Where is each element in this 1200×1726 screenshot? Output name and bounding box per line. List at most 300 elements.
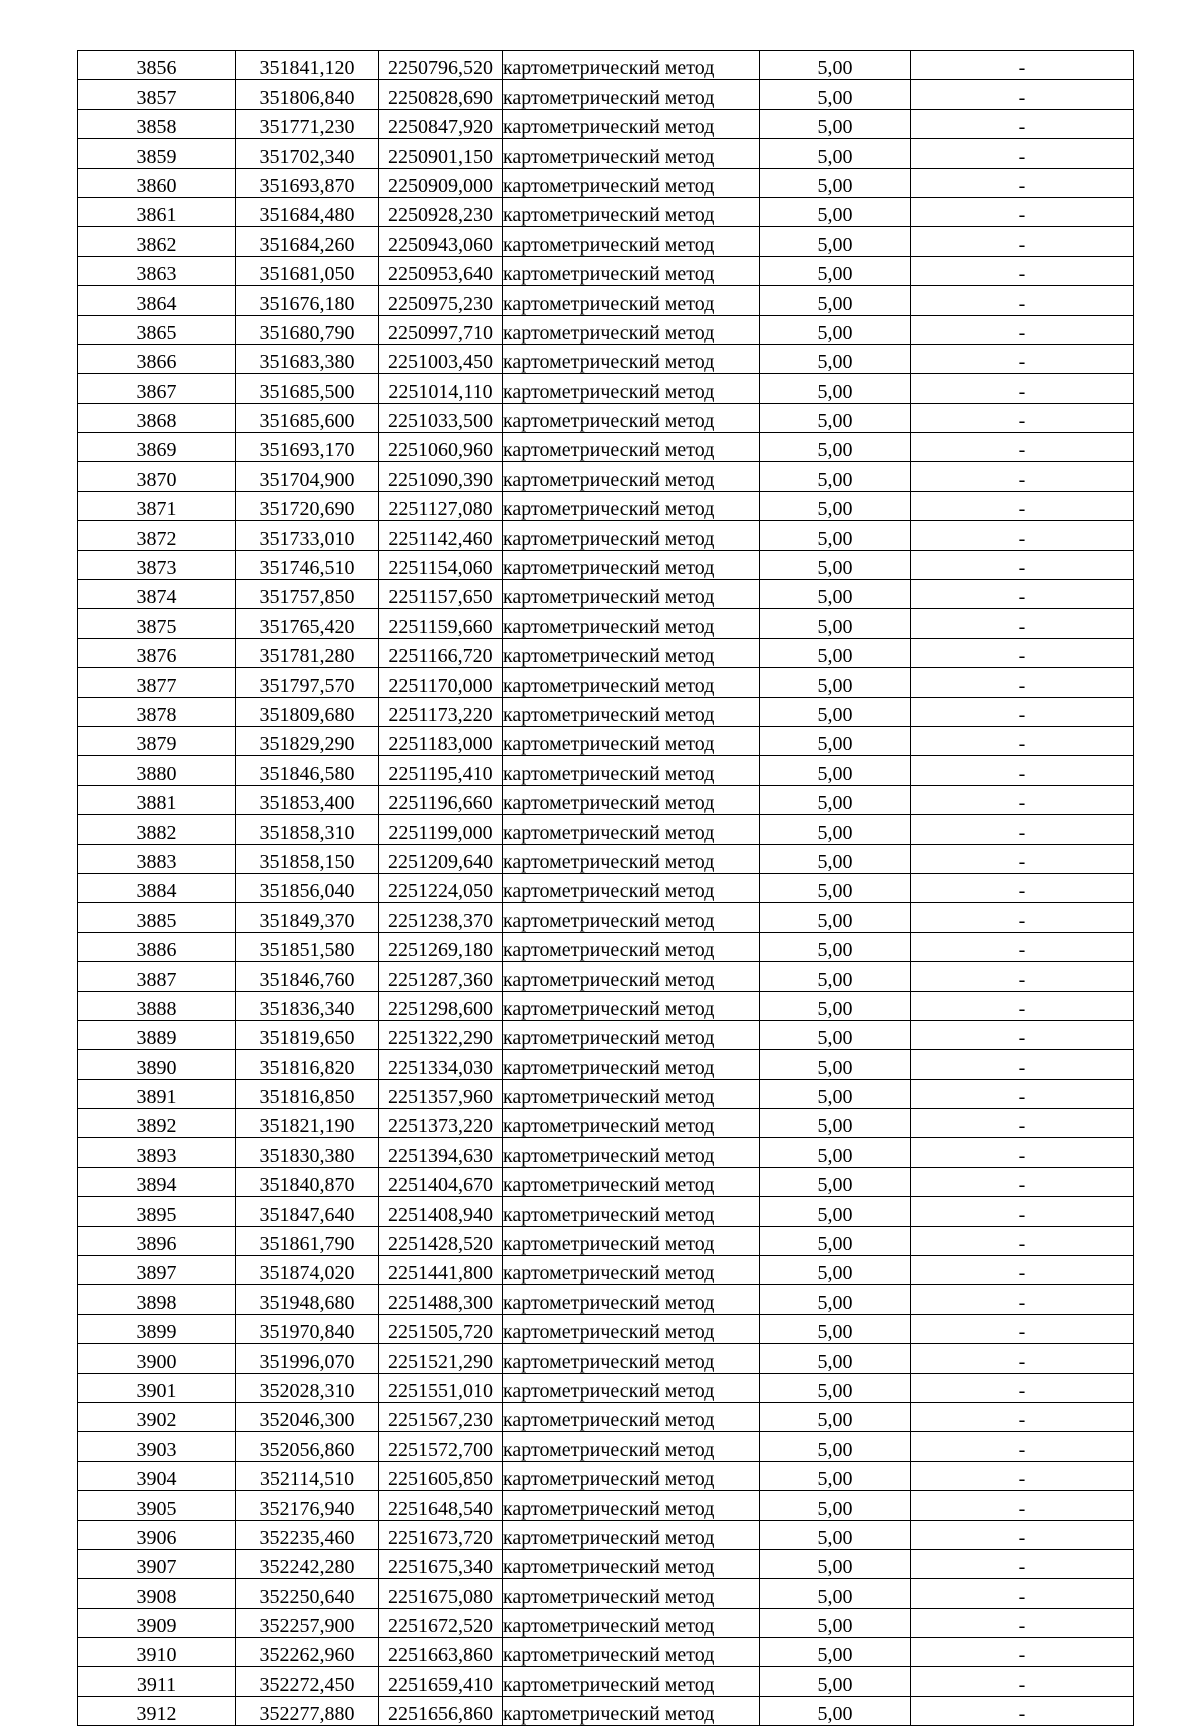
description-cell: - [911,1050,1134,1079]
precision-cell: 5,00 [760,109,911,138]
point-number-cell: 3872 [78,521,236,550]
point-number-cell: 3903 [78,1432,236,1461]
point-number-cell: 3889 [78,1020,236,1049]
precision-cell: 5,00 [760,903,911,932]
y-coordinate-cell: 2251394,630 [379,1138,503,1167]
y-coordinate-cell: 2251298,600 [379,991,503,1020]
x-coordinate-cell: 351684,260 [236,227,379,256]
y-coordinate-cell: 2251572,700 [379,1432,503,1461]
description-cell: - [911,1226,1134,1255]
point-number-cell: 3856 [78,51,236,80]
description-cell: - [911,962,1134,991]
method-cell: картометрический метод [503,521,760,550]
table-row [78,374,1134,403]
method-cell: картометрический метод [503,1491,760,1520]
description-cell: - [911,80,1134,109]
point-number-cell: 3865 [78,315,236,344]
y-coordinate-cell: 2251195,410 [379,756,503,785]
y-coordinate-cell: 2251183,000 [379,726,503,755]
point-number-cell: 3910 [78,1638,236,1667]
point-number-cell: 3863 [78,256,236,285]
description-cell: - [911,726,1134,755]
y-coordinate-cell: 2251003,450 [379,344,503,373]
y-coordinate-cell: 2251173,220 [379,697,503,726]
precision-cell: 5,00 [760,962,911,991]
x-coordinate-cell: 351874,020 [236,1256,379,1285]
description-cell: - [911,1432,1134,1461]
method-cell: картометрический метод [503,844,760,873]
description-cell: - [911,491,1134,520]
precision-cell: 5,00 [760,1167,911,1196]
description-cell: - [911,1520,1134,1549]
description-cell: - [911,1314,1134,1343]
precision-cell: 5,00 [760,1373,911,1402]
method-cell: картометрический метод [503,1285,760,1314]
x-coordinate-cell: 351816,850 [236,1079,379,1108]
method-cell: картометрический метод [503,1579,760,1608]
description-cell: - [911,1109,1134,1138]
precision-cell: 5,00 [760,168,911,197]
description-cell: - [911,1167,1134,1196]
precision-cell: 5,00 [760,1491,911,1520]
y-coordinate-cell: 2251159,660 [379,609,503,638]
y-coordinate-cell: 2251157,650 [379,580,503,609]
method-cell: картометрический метод [503,374,760,403]
table-row [78,51,1134,80]
method-cell: картометрический метод [503,756,760,785]
y-coordinate-cell: 2251408,940 [379,1197,503,1226]
method-cell: картометрический метод [503,962,760,991]
point-number-cell: 3911 [78,1667,236,1696]
precision-cell: 5,00 [760,1020,911,1049]
point-number-cell: 3879 [78,726,236,755]
point-number-cell: 3897 [78,1256,236,1285]
table-row [78,550,1134,579]
x-coordinate-cell: 351821,190 [236,1109,379,1138]
point-number-cell: 3885 [78,903,236,932]
x-coordinate-cell: 351970,840 [236,1314,379,1343]
description-cell: - [911,638,1134,667]
table-row [78,844,1134,873]
table-row [78,462,1134,491]
x-coordinate-cell: 351781,280 [236,638,379,667]
description-cell: - [911,1079,1134,1108]
x-coordinate-cell: 351829,290 [236,726,379,755]
method-cell: картометрический метод [503,1109,760,1138]
precision-cell: 5,00 [760,991,911,1020]
x-coordinate-cell: 351846,760 [236,962,379,991]
y-coordinate-cell: 2251224,050 [379,873,503,902]
point-number-cell: 3907 [78,1549,236,1578]
point-number-cell: 3901 [78,1373,236,1402]
precision-cell: 5,00 [760,521,911,550]
method-cell: картометрический метод [503,1314,760,1343]
table-row [78,1373,1134,1402]
precision-cell: 5,00 [760,1432,911,1461]
point-number-cell: 3870 [78,462,236,491]
x-coordinate-cell: 352272,450 [236,1667,379,1696]
point-number-cell: 3880 [78,756,236,785]
x-coordinate-cell: 351746,510 [236,550,379,579]
y-coordinate-cell: 2251659,410 [379,1667,503,1696]
description-cell: - [911,1638,1134,1667]
point-number-cell: 3877 [78,668,236,697]
point-number-cell: 3883 [78,844,236,873]
table-row [78,433,1134,462]
table-row [78,991,1134,1020]
table-row [78,315,1134,344]
table-row [78,403,1134,432]
precision-cell: 5,00 [760,697,911,726]
y-coordinate-cell: 2251334,030 [379,1050,503,1079]
x-coordinate-cell: 352114,510 [236,1461,379,1490]
y-coordinate-cell: 2251196,660 [379,785,503,814]
y-coordinate-cell: 2251675,080 [379,1579,503,1608]
y-coordinate-cell: 2250828,690 [379,80,503,109]
precision-cell: 5,00 [760,1226,911,1255]
method-cell: картометрический метод [503,1138,760,1167]
precision-cell: 5,00 [760,1197,911,1226]
method-cell: картометрический метод [503,1461,760,1490]
point-number-cell: 3881 [78,785,236,814]
table-row [78,1461,1134,1490]
point-number-cell: 3864 [78,286,236,315]
precision-cell: 5,00 [760,873,911,902]
x-coordinate-cell: 351851,580 [236,932,379,961]
table-row [78,1608,1134,1637]
point-number-cell: 3868 [78,403,236,432]
x-coordinate-cell: 352262,960 [236,1638,379,1667]
x-coordinate-cell: 351681,050 [236,256,379,285]
description-cell: - [911,403,1134,432]
y-coordinate-cell: 2251357,960 [379,1079,503,1108]
table-row [78,785,1134,814]
point-number-cell: 3896 [78,1226,236,1255]
precision-cell: 5,00 [760,785,911,814]
precision-cell: 5,00 [760,756,911,785]
description-cell: - [911,374,1134,403]
y-coordinate-cell: 2251090,390 [379,462,503,491]
table-row [78,815,1134,844]
point-number-cell: 3909 [78,1608,236,1637]
x-coordinate-cell: 351849,370 [236,903,379,932]
method-cell: картометрический метод [503,315,760,344]
description-cell: - [911,1197,1134,1226]
table-row [78,1402,1134,1431]
method-cell: картометрический метод [503,256,760,285]
precision-cell: 5,00 [760,815,911,844]
table-row [78,1079,1134,1108]
method-cell: картометрический метод [503,1197,760,1226]
method-cell: картометрический метод [503,1050,760,1079]
point-number-cell: 3908 [78,1579,236,1608]
table-row [78,638,1134,667]
x-coordinate-cell: 351853,400 [236,785,379,814]
y-coordinate-cell: 2250909,000 [379,168,503,197]
y-coordinate-cell: 2251672,520 [379,1608,503,1637]
y-coordinate-cell: 2250847,920 [379,109,503,138]
point-number-cell: 3876 [78,638,236,667]
method-cell: картометрический метод [503,609,760,638]
point-number-cell: 3898 [78,1285,236,1314]
x-coordinate-cell: 351693,870 [236,168,379,197]
point-number-cell: 3894 [78,1167,236,1196]
method-cell: картометрический метод [503,1608,760,1637]
table-row [78,903,1134,932]
x-coordinate-cell: 351819,650 [236,1020,379,1049]
description-cell: - [911,1667,1134,1696]
table-row [78,521,1134,550]
x-coordinate-cell: 352046,300 [236,1402,379,1431]
table-row [78,756,1134,785]
x-coordinate-cell: 352235,460 [236,1520,379,1549]
precision-cell: 5,00 [760,374,911,403]
y-coordinate-cell: 2251567,230 [379,1402,503,1431]
table-row [78,1491,1134,1520]
table-row [78,227,1134,256]
description-cell: - [911,197,1134,226]
table-row [78,1344,1134,1373]
method-cell: картометрический метод [503,903,760,932]
point-number-cell: 3860 [78,168,236,197]
table-row [78,80,1134,109]
precision-cell: 5,00 [760,433,911,462]
method-cell: картометрический метод [503,1696,760,1725]
precision-cell: 5,00 [760,1314,911,1343]
description-cell: - [911,1402,1134,1431]
precision-cell: 5,00 [760,1461,911,1490]
precision-cell: 5,00 [760,139,911,168]
x-coordinate-cell: 351830,380 [236,1138,379,1167]
method-cell: картометрический метод [503,1373,760,1402]
y-coordinate-cell: 2251209,640 [379,844,503,873]
description-cell: - [911,168,1134,197]
method-cell: картометрический метод [503,168,760,197]
method-cell: картометрический метод [503,80,760,109]
method-cell: картометрический метод [503,697,760,726]
table-row [78,1167,1134,1196]
point-number-cell: 3875 [78,609,236,638]
method-cell: картометрический метод [503,991,760,1020]
y-coordinate-cell: 2251488,300 [379,1285,503,1314]
table-row [78,962,1134,991]
x-coordinate-cell: 351806,840 [236,80,379,109]
y-coordinate-cell: 2251675,340 [379,1549,503,1578]
description-cell: - [911,903,1134,932]
point-number-cell: 3905 [78,1491,236,1520]
x-coordinate-cell: 351680,790 [236,315,379,344]
x-coordinate-cell: 351685,600 [236,403,379,432]
table-row [78,1432,1134,1461]
point-number-cell: 3873 [78,550,236,579]
x-coordinate-cell: 351771,230 [236,109,379,138]
description-cell: - [911,756,1134,785]
method-cell: картометрический метод [503,1402,760,1431]
table-row [78,344,1134,373]
precision-cell: 5,00 [760,315,911,344]
description-cell: - [911,785,1134,814]
coordinates-table [77,50,1134,1726]
description-cell: - [911,109,1134,138]
y-coordinate-cell: 2251404,670 [379,1167,503,1196]
description-cell: - [911,1608,1134,1637]
y-coordinate-cell: 2251521,290 [379,1344,503,1373]
description-cell: - [911,433,1134,462]
table-row [78,1226,1134,1255]
description-cell: - [911,1491,1134,1520]
description-cell: - [911,550,1134,579]
description-cell: - [911,697,1134,726]
point-number-cell: 3893 [78,1138,236,1167]
table-row [78,109,1134,138]
x-coordinate-cell: 351685,500 [236,374,379,403]
method-cell: картометрический метод [503,403,760,432]
table-row [78,197,1134,226]
point-number-cell: 3878 [78,697,236,726]
method-cell: картометрический метод [503,1432,760,1461]
point-number-cell: 3906 [78,1520,236,1549]
x-coordinate-cell: 351840,870 [236,1167,379,1196]
method-cell: картометрический метод [503,344,760,373]
point-number-cell: 3859 [78,139,236,168]
method-cell: картометрический метод [503,1020,760,1049]
description-cell: - [911,1285,1134,1314]
table-row [78,1638,1134,1667]
precision-cell: 5,00 [760,1402,911,1431]
point-number-cell: 3899 [78,1314,236,1343]
precision-cell: 5,00 [760,1696,911,1725]
method-cell: картометрический метод [503,1549,760,1578]
description-cell: - [911,844,1134,873]
precision-cell: 5,00 [760,580,911,609]
description-cell: - [911,1461,1134,1490]
description-cell: - [911,344,1134,373]
x-coordinate-cell: 352242,280 [236,1549,379,1578]
method-cell: картометрический метод [503,785,760,814]
point-number-cell: 3904 [78,1461,236,1490]
table-row [78,1256,1134,1285]
table-row [78,1520,1134,1549]
x-coordinate-cell: 351858,150 [236,844,379,873]
description-cell: - [911,1344,1134,1373]
table-row [78,1667,1134,1696]
description-cell: - [911,991,1134,1020]
table-row [78,286,1134,315]
precision-cell: 5,00 [760,197,911,226]
description-cell: - [911,462,1134,491]
point-number-cell: 3871 [78,491,236,520]
x-coordinate-cell: 351836,340 [236,991,379,1020]
table-row [78,1138,1134,1167]
description-cell: - [911,51,1134,80]
point-number-cell: 3887 [78,962,236,991]
x-coordinate-cell: 351693,170 [236,433,379,462]
precision-cell: 5,00 [760,844,911,873]
table-row [78,580,1134,609]
x-coordinate-cell: 352176,940 [236,1491,379,1520]
method-cell: картометрический метод [503,1256,760,1285]
method-cell: картометрический метод [503,668,760,697]
precision-cell: 5,00 [760,1138,911,1167]
y-coordinate-cell: 2250928,230 [379,197,503,226]
x-coordinate-cell: 351816,820 [236,1050,379,1079]
y-coordinate-cell: 2251199,000 [379,815,503,844]
table-row [78,1314,1134,1343]
description-cell: - [911,139,1134,168]
precision-cell: 5,00 [760,1667,911,1696]
point-number-cell: 3886 [78,932,236,961]
description-cell: - [911,609,1134,638]
y-coordinate-cell: 2251033,500 [379,403,503,432]
table-row [78,1020,1134,1049]
precision-cell: 5,00 [760,1549,911,1578]
precision-cell: 5,00 [760,1079,911,1108]
coordinates-table-body [78,51,1134,1726]
point-number-cell: 3895 [78,1197,236,1226]
precision-cell: 5,00 [760,638,911,667]
table-row [78,168,1134,197]
table-row [78,1285,1134,1314]
description-cell: - [911,873,1134,902]
table-row [78,1549,1134,1578]
y-coordinate-cell: 2251060,960 [379,433,503,462]
precision-cell: 5,00 [760,491,911,520]
x-coordinate-cell: 352028,310 [236,1373,379,1402]
method-cell: картометрический метод [503,873,760,902]
method-cell: картометрический метод [503,1079,760,1108]
x-coordinate-cell: 352250,640 [236,1579,379,1608]
table-row [78,873,1134,902]
x-coordinate-cell: 351720,690 [236,491,379,520]
y-coordinate-cell: 2250953,640 [379,256,503,285]
table-row [78,139,1134,168]
precision-cell: 5,00 [760,1520,911,1549]
description-cell: - [911,227,1134,256]
x-coordinate-cell: 351858,310 [236,815,379,844]
description-cell: - [911,932,1134,961]
x-coordinate-cell: 351797,570 [236,668,379,697]
description-cell: - [911,521,1134,550]
method-cell: картометрический метод [503,726,760,755]
description-cell: - [911,1696,1134,1725]
precision-cell: 5,00 [760,550,911,579]
y-coordinate-cell: 2251428,520 [379,1226,503,1255]
table-row [78,697,1134,726]
point-number-cell: 3866 [78,344,236,373]
y-coordinate-cell: 2250943,060 [379,227,503,256]
description-cell: - [911,1020,1134,1049]
table-row [78,932,1134,961]
method-cell: картометрический метод [503,433,760,462]
x-coordinate-cell: 351847,640 [236,1197,379,1226]
point-number-cell: 3862 [78,227,236,256]
table-row [78,609,1134,638]
precision-cell: 5,00 [760,227,911,256]
x-coordinate-cell: 351856,040 [236,873,379,902]
precision-cell: 5,00 [760,668,911,697]
method-cell: картометрический метод [503,580,760,609]
precision-cell: 5,00 [760,1344,911,1373]
point-number-cell: 3857 [78,80,236,109]
point-number-cell: 3861 [78,197,236,226]
y-coordinate-cell: 2251127,080 [379,491,503,520]
precision-cell: 5,00 [760,726,911,755]
y-coordinate-cell: 2251170,000 [379,668,503,697]
table-row [78,1109,1134,1138]
method-cell: картометрический метод [503,638,760,667]
point-number-cell: 3890 [78,1050,236,1079]
method-cell: картометрический метод [503,1667,760,1696]
